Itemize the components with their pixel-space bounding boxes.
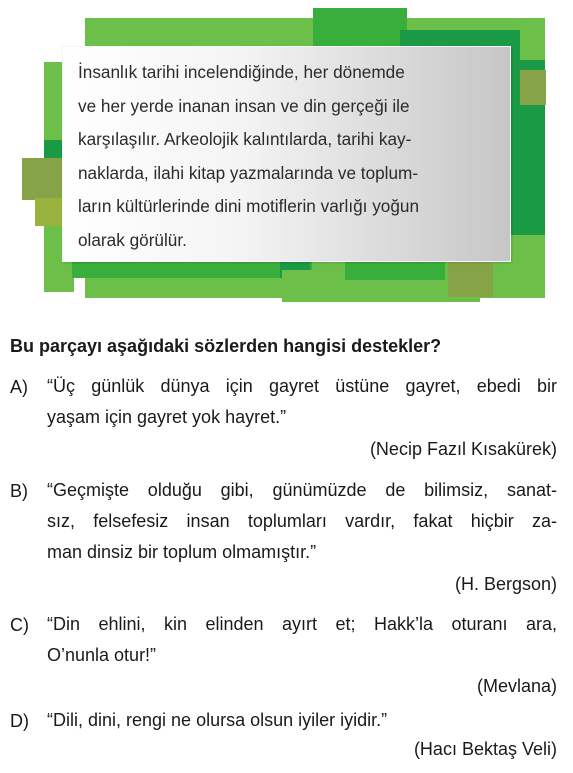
deco-block	[345, 262, 445, 280]
option-author: (Mevlana)	[476, 676, 557, 696]
option-letter: B)	[10, 481, 28, 501]
option-author: (H. Bergson)	[454, 574, 557, 594]
passage-line: ve her yerde inanan insan ve din gerçeği ile	[78, 95, 410, 116]
passage-line: karşılaşılır. Arkeolojik kalıntılarda, tarihi kay-	[78, 129, 412, 149]
deco-block	[448, 262, 493, 297]
option-line: sız, felsefesiz insan toplumları vardır, fakat hiçbir za-	[47, 511, 557, 531]
passage-text	[78, 56, 498, 257]
option-letter: D)	[10, 711, 29, 731]
deco-block	[520, 70, 546, 105]
option-line: man dinsiz bir toplum olmamıştır.”	[47, 542, 317, 562]
option-text	[47, 609, 557, 671]
deco-block	[313, 8, 407, 48]
passage-line: olarak görülür.	[78, 229, 187, 250]
passage-line: ların kültürlerinde dini motiflerin varlığı yoğun	[78, 196, 420, 216]
option-text	[47, 371, 557, 433]
option-line: “Din ehlini, kin elinden ayırt et; Hakk’la oturanı ara,	[47, 614, 557, 634]
option-author: (Hacı Bektaş Veli)	[413, 739, 557, 759]
option-line: “Dili, dini, rengi ne olursa olsun iyiler iyidir.”	[47, 710, 388, 730]
option-author: (Necip Fazıl Kısakürek)	[369, 439, 557, 459]
option-text	[47, 705, 557, 736]
passage-line: naklarda, ilahi kitap yazmalarında ve toplum-	[78, 162, 419, 183]
option-letter: A)	[10, 377, 28, 397]
option-text	[47, 475, 557, 568]
passage-line: İnsanlık tarihi incelendiğinde, her dönemde	[78, 62, 405, 82]
question-text: Bu parçayı aşağıdaki sözlerden hangisi destekler?	[10, 336, 442, 356]
option-line: O’nunla otur!”	[47, 645, 157, 665]
deco-block	[35, 198, 65, 226]
option-line: “Üç günlük dünya için gayret üstüne gayret, ebedi bir	[47, 376, 557, 396]
option-line: “Geçmişte olduğu gibi, günümüzde de bilimsiz, sanat-	[47, 480, 557, 500]
option-line: yaşam için gayret yok hayret.”	[47, 407, 287, 427]
option-letter: C)	[10, 615, 29, 635]
deco-block	[22, 158, 64, 200]
